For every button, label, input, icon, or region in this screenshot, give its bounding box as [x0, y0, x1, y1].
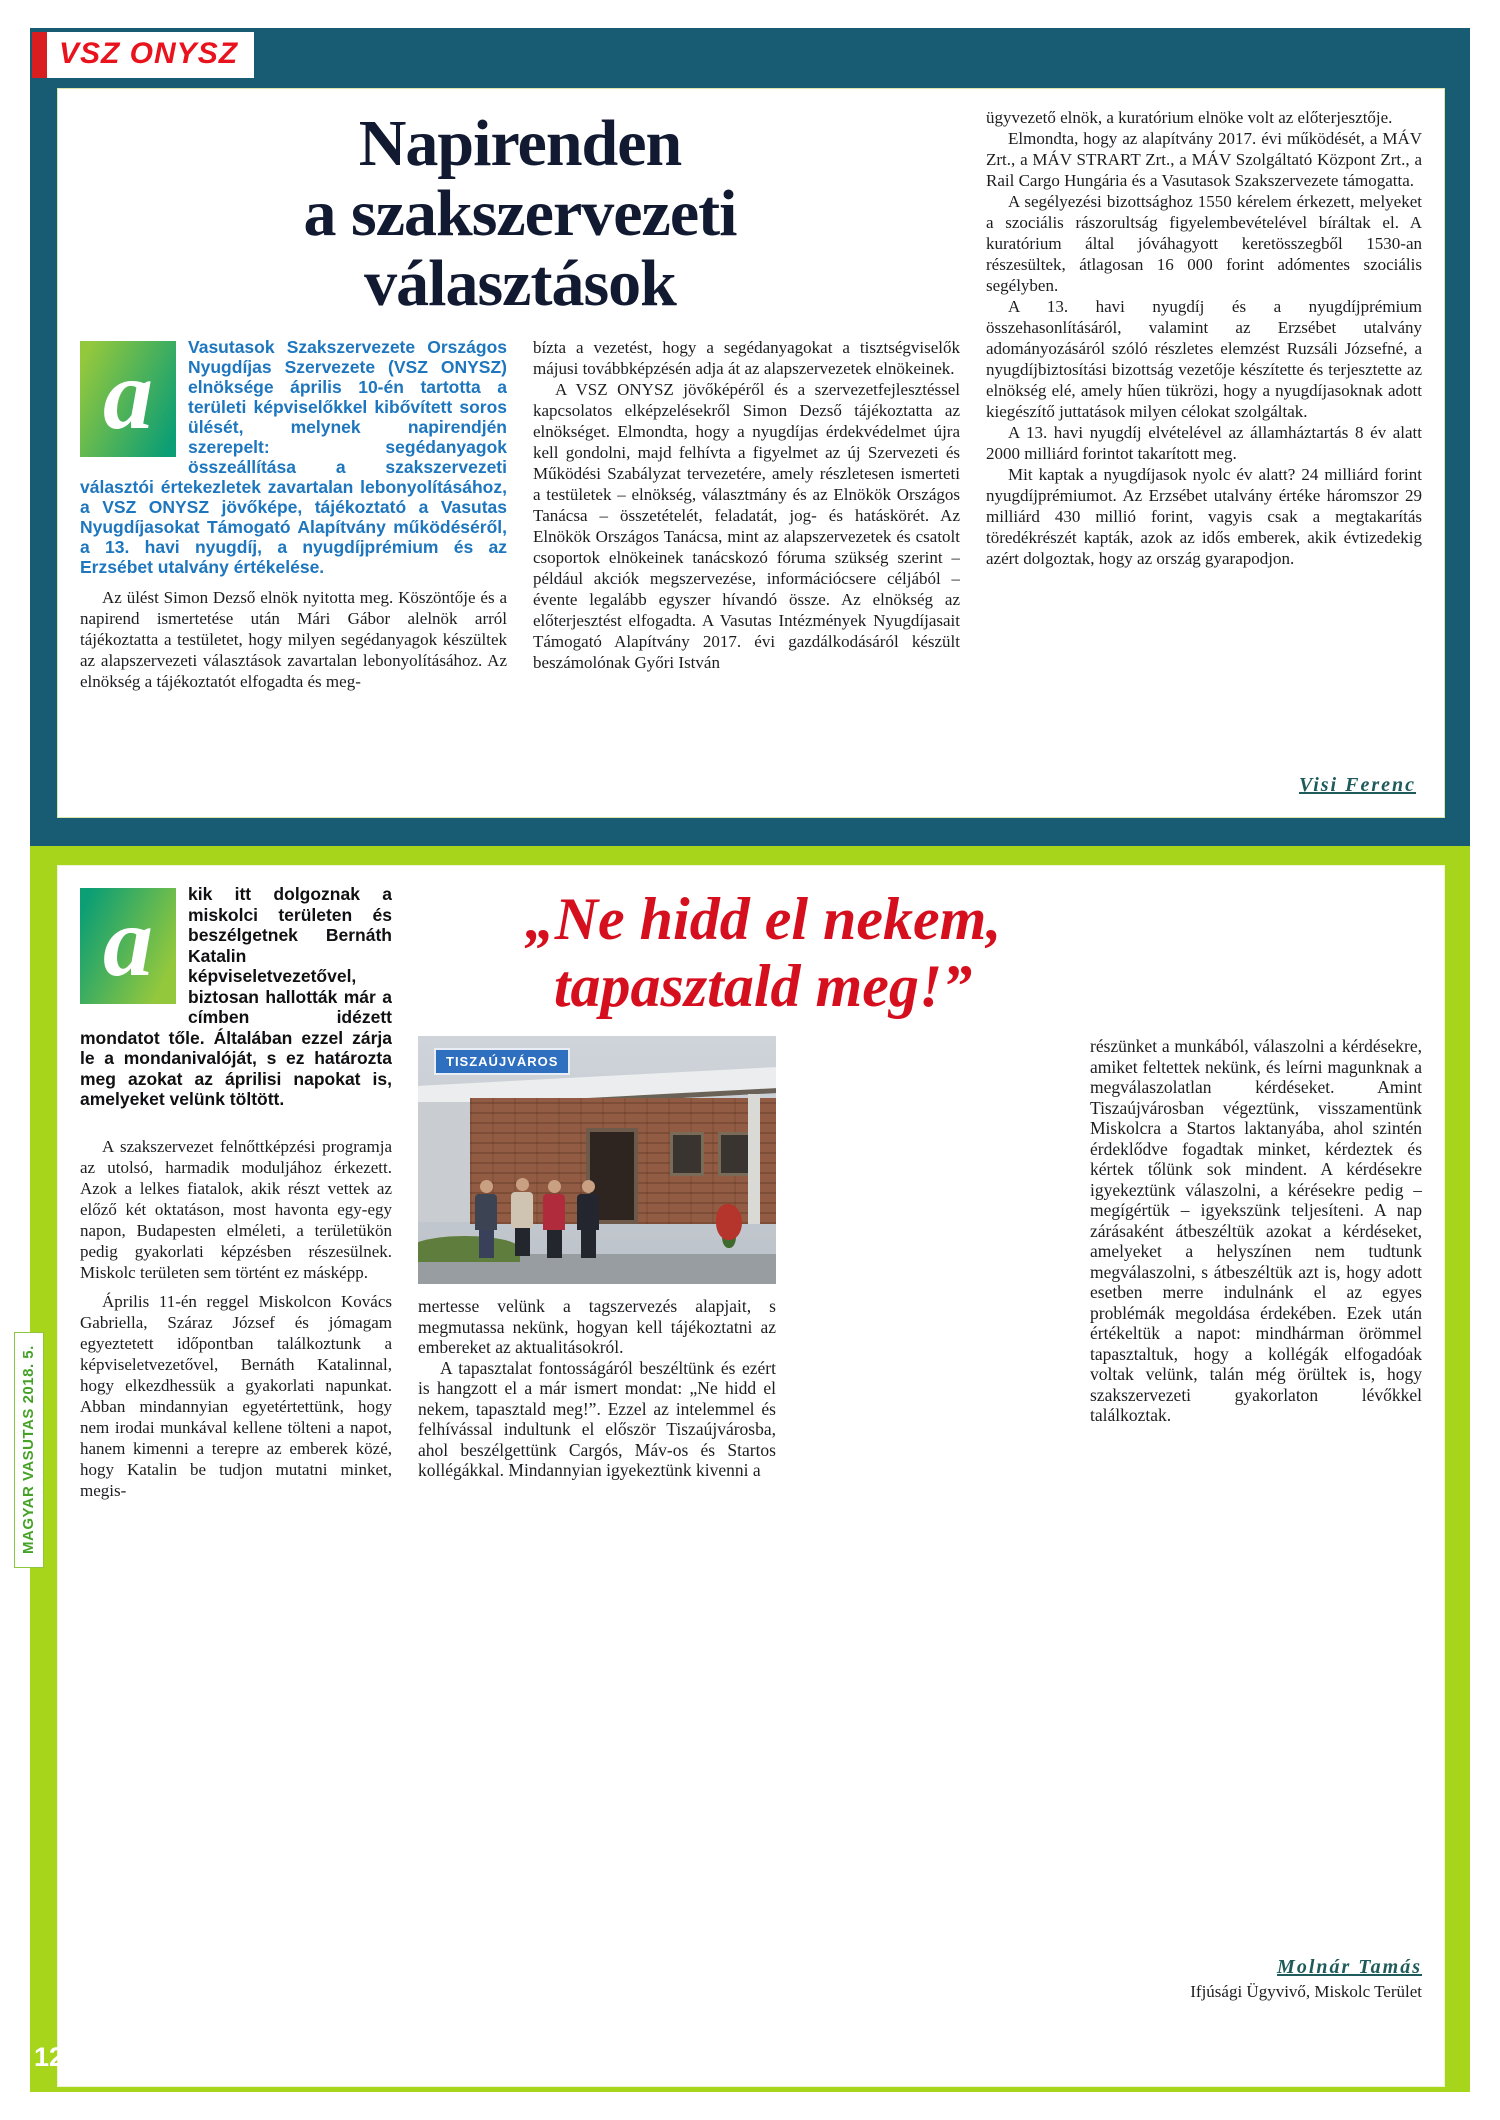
- body-paragraph: Április 11-én reggel Miskolcon Kovács Gabriella, Száraz József és jómagam egyeztetett időpontban találkoztunk a képviseletvezetővel, Bernáth Katalinnal, hogy elkezdhessük a gyakorlati napunkat. Abban mindannyian egyetértettünk, hogy nem irodai munkával kellene tölteni a napot, hanem kimenni a terepre az emberek közé, hogy Katalin be tudjon mutatni minket, megis-: [80, 1291, 392, 1500]
- body-paragraph: A szakszervezet felnőttképzési programja az utolsó, harmadik moduljához érkezett. Azok a lelkes fiatalok, akik részt vettek az előző két oktatáson, most havonta egy-egy napon, Budapesten elméleti, a területükön pedig gyakorlati képzésben részesülnek. Miskolc területen sem történt ez másképp.: [80, 1136, 392, 1282]
- photo-window: [670, 1132, 704, 1176]
- quote-title: [418, 886, 1108, 1020]
- photo-person: [576, 1180, 600, 1258]
- article-right-section: [418, 884, 1422, 2068]
- signature-author: Molnár Tamás: [1277, 1956, 1422, 1979]
- article-title: [80, 109, 960, 319]
- body-paragraph: A segélyezési bizottsághoz 1550 kérelem érkezett, melyeket a szociális rászorultság figyelembevételével bíráltak el. A kuratórium által jóváhagyott keretösszegből 1530-an részesültek, átlagosan 16 000 forint adómentes szociális segélyben.: [986, 192, 1422, 295]
- photo-pillar: [748, 1094, 760, 1224]
- photo-window: [718, 1132, 752, 1176]
- dropcap-a: a: [80, 888, 176, 1004]
- photo-flowers: [716, 1204, 742, 1240]
- body-paragraph: ügyvezető elnök, a kuratórium elnöke volt az előterjesztője.: [986, 108, 1393, 127]
- lead-paragraph: [80, 337, 507, 577]
- title-line: „Ne hidd el nekem,: [524, 886, 1002, 952]
- body-paragraph: Elmondta, hogy az alapítvány 2017. évi működését, a MÁV Zrt., a MÁV STRART Zrt., a MÁV Szolgáltató Központ Zrt., a Rail Cargo Hungária és a Vasutasok Szakszervezete támogatta.: [986, 129, 1422, 190]
- signature-author: Visi Ferenc: [1298, 774, 1416, 796]
- article-columns: [80, 337, 960, 799]
- article-union-elections: [57, 88, 1445, 818]
- body-paragraph: Az ülést Simon Dezső elnök nyitotta meg. Köszöntője és a napirend ismertetése után Mári Gábor alelnök arról tájékoztatta a testületet, hogy milyen segédanyagok készültek az alapszervezeti választások zavartalan lebonyolításához. Az elnökség a tájékoztatót elfogadta és meg-: [80, 587, 507, 691]
- title-line: Napirenden: [358, 107, 682, 180]
- body-paragraph: bízta a vezetést, hogy a segédanyagokat a tisztségviselők májusi továbbképzésén adja át az alapszervezetek elnökeinek.: [533, 337, 960, 378]
- photo-tiszaujvaros: [418, 1036, 776, 1284]
- photo-person: [474, 1180, 498, 1258]
- body-paragraph: A VSZ ONYSZ jövőképéről és a szervezetfejlesztéssel kapcsolatos elképzelésekről Simon Dezső tájékoztatta az elnökséget. Elmondta, hogy a nyugdíjas érdekvédelmet újra kell gondolni, majd felhívta a figyelmet az új Szervezeti és Működési Szabályzat tervezetére, amely részletesen ismerteti a testületek – elnökség, választmány és az Elnökök Országos Tanácsa – összetételét, feladatát, jog- és hatáskörét. Az Elnökök Országos Tanácsa, mint az alapszervezetek és csatolt csoportok elnökeinek tanácskozó fóruma szükség szerint – például akciók megszervezése, információcsere céljából – évente legalább egyszer hívandó össze. Az elnökség az előterjesztést elfogadta. A Vasutas Intézmények Nyugdíjasait Támogató Alapítvány 2017. évi gazdálkodásáról készült beszámolónak Győri István: [533, 379, 960, 672]
- column-2: [533, 337, 960, 799]
- magazine-side-label: MAGYAR VASUTAS 2018. 5.: [14, 1332, 44, 1568]
- article-left-section: [80, 107, 960, 799]
- signature-role: Ifjúsági Ügyvivő, Miskolc Terület: [1190, 1982, 1422, 2002]
- body-paragraph: A 13. havi nyugdíj elvételével az államháztartás 8 év alatt 2000 milliárd forintot takarított meg.: [986, 423, 1422, 463]
- lead-text: Vasutasok Szakszervezete Országos Nyugdíjas Szervezete (VSZ ONYSZ) elnöksége április 10-én tartotta a területi képviselőkkel kibővített soros ülését, melynek napirendjén szerepelt: segédanyagok összeállítása a szakszervezeti választói értekezletek zavartalan lebonyolításához, a VSZ ONYSZ jövőképe, tájékoztató a Vasutas Nyugdíjasokat Támogató Alapítvány működéséről, a 13. havi nyugdíj, a nyugdíjprémium és az Erzsébet utalvány értékelése.: [80, 336, 507, 577]
- body-paragraph: A tapasztalat fontosságáról beszéltünk és ezért is hangzott el a már ismert mondat: „Ne hidd el nekem, tapasztald meg!”. Ezzel az intelemmel és felhívással indultunk el először Tiszaújvárosba, ahol beszélgettünk Cargós, Máv-os és Startos kollégákkal. Mindannyian igyekeztünk kivenni a: [418, 1357, 776, 1481]
- body-paragraph: mertesse velünk a tagszervezés alapjait, s megmutassa nekünk, hogyan kell tájékoztatni az embereket az aktualitásokról.: [418, 1296, 776, 1358]
- column-3: [986, 107, 1422, 799]
- title-line: választások: [364, 246, 676, 320]
- body-paragraph: részünket a munkából, válaszolni a kérdésekre, amiket feltettek nekünk, és leírni magunknak a megválaszolatlan kérdéseket. Amint Tiszaújvárosban végeztünk, visszamentünk Miskolcra a Startos laktanyába, ahol szintén érdeklődve fogadtak minket, kérdeztek és kértek tőlünk sok mindent. A kérdésekre igyekeztünk válaszolni, a kérésekre pedig – megígértük – igyekszünk teljesíteni. A nap zárásaként átbeszéltük azokat a kérdéseket, amelyeket a helyszínen nem tudtunk megválaszolni, s átbeszéltük azt is, hogy adott esetben merre indulnánk el az egyes problémák megoldása érdekében. Ezek után értékeltük a napot: mindhárman örömmel tapasztaltuk, hogy a kollégák elfogadóak voltak velünk, talán még örültek is, hogy szakszervezeti gyakorlaton lévőkkel találkoztak.: [1090, 1036, 1422, 1426]
- lead-paragraph: [80, 884, 392, 1110]
- body-paragraph: A 13. havi nyugdíj és a nyugdíjprémium összehasonlításáról, valamint az Erzsébet utalvány adományozásáról szóló részletes elemzést Ruzsáli Józsefné, a nyugdíjbiztosítási bizottság vezetője készítette és terjesztette az elnökség elé, amely hűen tükrözi, hogy a nyugdíjasoknak adott kiegészítő juttatások milyen célokat szolgáltak.: [986, 297, 1422, 421]
- red-accent-block: [32, 32, 47, 78]
- title-line: tapasztald meg!”: [553, 953, 973, 1020]
- photo-person: [510, 1178, 534, 1256]
- page-number: 12: [34, 2042, 65, 2072]
- lead-text: kik itt dolgoznak a miskolci területen és beszélgetnek Bernáth Katalin képviseletvezetővel, biztosan hallották már a címben idézett mondatot tőle. Általában ezzel zárja le a mondanivalóját, s ez határozta meg azokat az áprilisi napokat is, amelyeket velünk töltött.: [80, 884, 392, 1109]
- column-1: [80, 337, 507, 799]
- article-columns: [418, 1036, 1422, 2068]
- column-1: [80, 884, 392, 2068]
- photo-grass: [418, 1236, 520, 1262]
- photo-background-wall: [418, 1102, 478, 1222]
- header-tag-label: VSZ ONYSZ: [47, 32, 254, 78]
- signature-block: [1090, 1955, 1422, 2004]
- town-sign: TISZAÚJVÁROS: [434, 1048, 570, 1075]
- column-3: [1090, 1036, 1422, 2068]
- title-line: a szakszervezeti: [303, 176, 737, 250]
- column-2: [418, 1036, 776, 2068]
- body-paragraph: Mit kaptak a nyugdíjasok nyolc év alatt? 24 milliárd forint nyugdíjprémiumot. Az Erzsébet utalvány értéke háromszor 29 milliárd 430 millió forint, vagyis csak a megtakarítás töredékrészét kapták, azok az idős emberek, akik évtizedekig azért dolgoztak, hogy az ország gyarapodjon.: [986, 465, 1422, 568]
- photo-person: [542, 1180, 566, 1258]
- dropcap-a: a: [80, 341, 176, 457]
- article-miskolc-training: [57, 865, 1445, 2087]
- header-tag: [32, 32, 254, 78]
